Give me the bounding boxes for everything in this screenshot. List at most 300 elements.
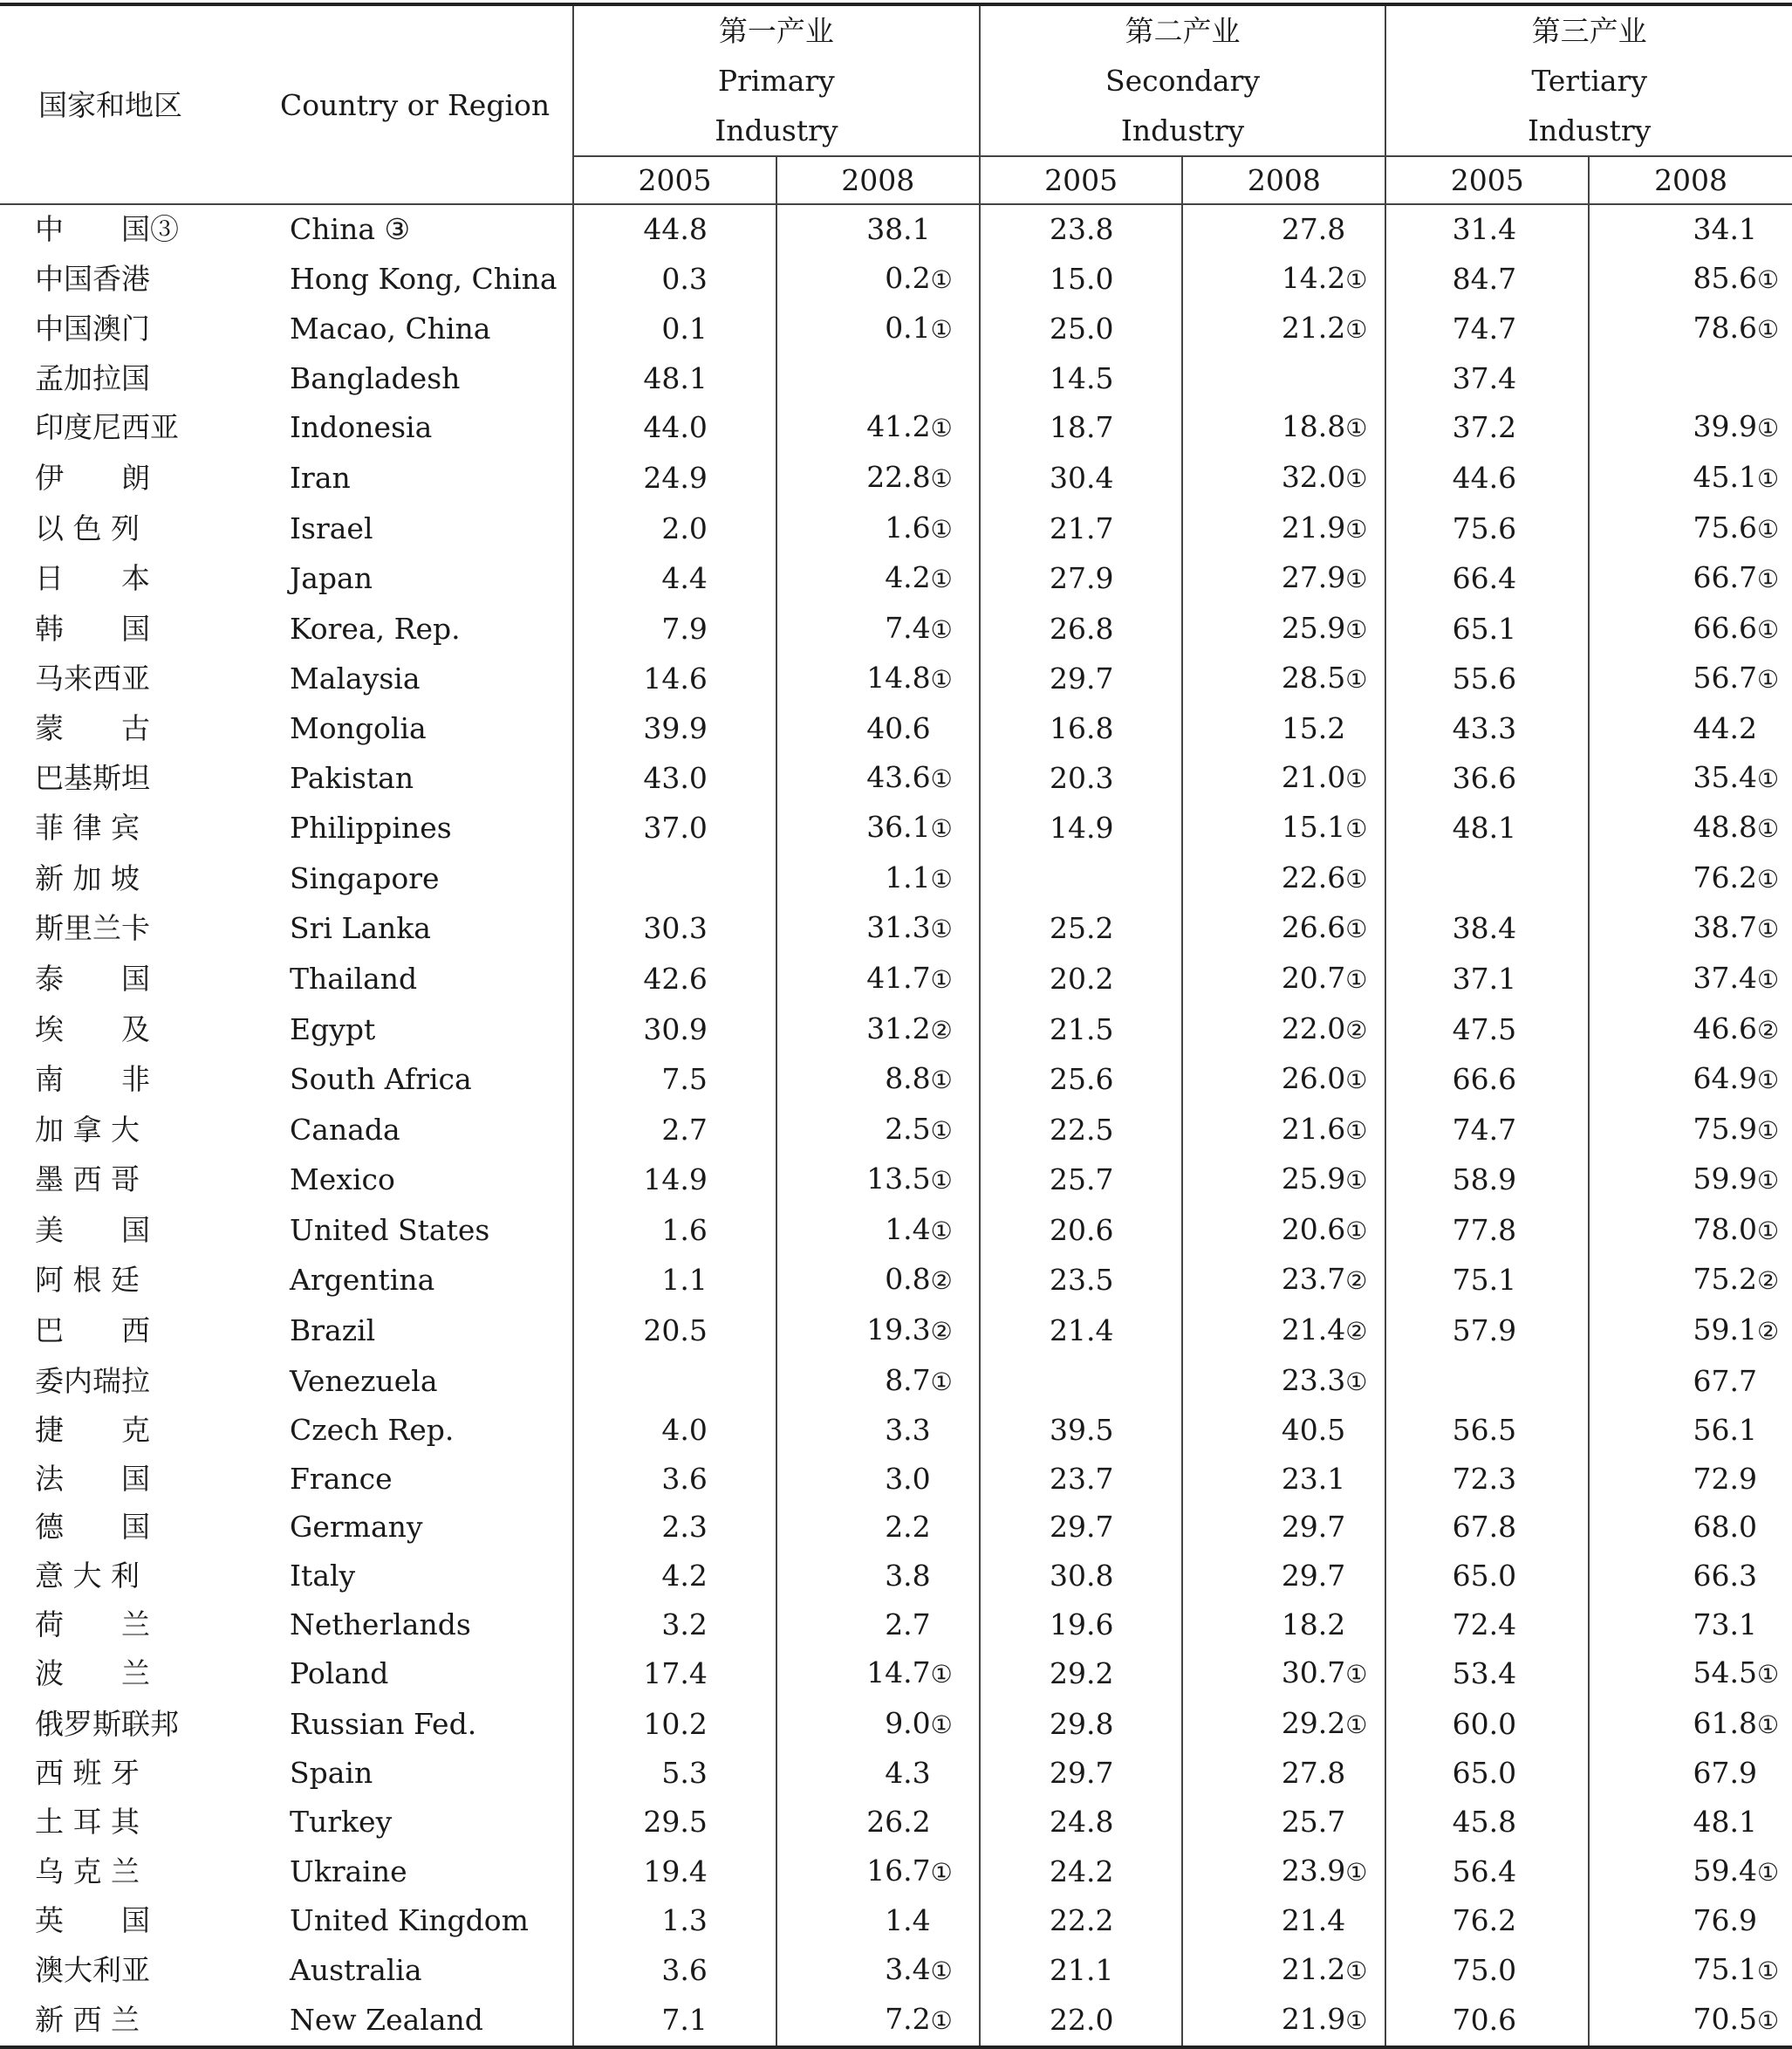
value-cell — [776, 903, 980, 954]
value-cell — [1182, 1305, 1385, 1356]
value-number: 23.7 — [1281, 1262, 1346, 1297]
table-row — [0, 1455, 1792, 1504]
footnote-marker: ① — [1757, 814, 1780, 844]
value-cell — [980, 954, 1183, 1004]
value-cell — [573, 604, 776, 654]
footnote-marker: ① — [930, 1956, 953, 1985]
country-name-en: Korea, Rep. — [290, 611, 461, 646]
value-cell — [1182, 1503, 1385, 1552]
table-row — [0, 304, 1792, 354]
country-name-cn: 美 国 — [35, 1212, 150, 1247]
value-number: 7.4 — [885, 610, 931, 645]
value-cell — [776, 504, 980, 554]
value-cell — [1182, 402, 1385, 453]
value-cell — [1589, 1455, 1792, 1504]
value-cell — [980, 354, 1183, 403]
value-number: 1.1 — [885, 860, 931, 894]
table-row — [0, 504, 1792, 554]
value-cell — [1182, 654, 1385, 704]
value-cell — [776, 1749, 980, 1798]
footnote-marker: ① — [1345, 264, 1368, 294]
value-cell — [776, 1503, 980, 1552]
value-cell — [573, 1552, 776, 1600]
value-number: 1.1 — [661, 1263, 708, 1298]
country-name-cn: 捷 克 — [35, 1413, 150, 1448]
value-number: 57.9 — [1452, 1313, 1517, 1348]
country-name-en: Bangladesh — [290, 360, 461, 395]
value-cell — [980, 1945, 1183, 1996]
value-number: 44.6 — [1452, 460, 1517, 495]
footnote-marker: ② — [930, 1317, 953, 1347]
value-number: 10.2 — [643, 1706, 708, 1741]
value-cell — [1182, 1600, 1385, 1649]
group-en-label-1: Secondary — [1105, 64, 1260, 98]
value-number: 60.0 — [1452, 1706, 1517, 1741]
group-en-label-1: Primary — [717, 64, 835, 98]
value-cell — [573, 1600, 776, 1649]
value-cell — [1182, 1356, 1385, 1407]
value-number: 20.2 — [1050, 961, 1114, 996]
value-cell — [980, 1503, 1183, 1552]
footnote-marker: ① — [1757, 1066, 1780, 1095]
table-row — [0, 1406, 1792, 1455]
value-cell — [1589, 1503, 1792, 1552]
value-cell — [1589, 1600, 1792, 1649]
value-number: 27.8 — [1281, 212, 1346, 246]
year-header: 2008 — [1589, 156, 1792, 204]
value-number: 22.0 — [1050, 2003, 1114, 2038]
value-number: 18.8 — [1281, 409, 1346, 444]
value-cell — [980, 204, 1183, 254]
value-cell — [776, 753, 980, 804]
value-number: 41.7 — [866, 960, 931, 995]
value-number: 37.2 — [1452, 410, 1517, 445]
group-en-label-2: Industry — [1528, 113, 1652, 147]
country-name-en: South Africa — [290, 1062, 472, 1097]
value-number: 43.3 — [1452, 710, 1517, 745]
value-number: 76.9 — [1693, 1903, 1757, 1938]
value-cell — [980, 1004, 1183, 1055]
value-number: 8.7 — [885, 1362, 931, 1397]
value-cell — [1589, 1552, 1792, 1600]
value-cell — [980, 1600, 1183, 1649]
value-number: 4.0 — [661, 1413, 708, 1448]
value-number: 21.2 — [1281, 1951, 1346, 1986]
country-name-cn: 菲 律 宾 — [35, 811, 140, 846]
footnote-marker: ① — [1757, 915, 1780, 944]
value-number: 30.8 — [1050, 1559, 1114, 1593]
footnote-marker: ① — [1757, 1710, 1780, 1739]
table-row — [0, 1798, 1792, 1847]
value-number: 30.4 — [1050, 460, 1114, 495]
country-name-cn: 阿 根 廷 — [35, 1263, 140, 1298]
value-number: 29.7 — [1050, 661, 1114, 696]
footnote-marker: ① — [1757, 764, 1780, 793]
group-en-label-2: Industry — [1120, 113, 1245, 147]
tertiary-industry-header — [1385, 4, 1792, 156]
value-cell — [573, 402, 776, 453]
value-cell — [1182, 553, 1385, 604]
footnote-marker: ① — [1345, 1367, 1368, 1396]
country-name-en: Italy — [290, 1559, 356, 1593]
footnote-marker: ① — [1757, 1857, 1780, 1887]
value-number: 40.6 — [866, 710, 931, 745]
value-number: 21.1 — [1050, 1952, 1114, 1987]
value-number: 26.0 — [1281, 1061, 1346, 1096]
value-number: 21.7 — [1050, 511, 1114, 545]
value-number: 16.7 — [866, 1853, 931, 1888]
country-name-en: Pakistan — [290, 760, 414, 795]
value-number: 38.4 — [1452, 911, 1517, 946]
table-row — [0, 954, 1792, 1004]
value-number: 55.6 — [1452, 661, 1517, 696]
value-cell — [1385, 1255, 1589, 1305]
value-cell — [1385, 1406, 1589, 1455]
value-number: 29.7 — [1281, 1559, 1346, 1593]
value-number: 67.8 — [1452, 1510, 1517, 1545]
value-cell — [1589, 204, 1792, 254]
value-number: 5.3 — [661, 1756, 708, 1791]
value-number: 67.9 — [1693, 1756, 1757, 1791]
table-row — [0, 1004, 1792, 1055]
value-number: 65.0 — [1452, 1756, 1517, 1791]
value-number: 43.6 — [866, 759, 931, 794]
footnote-marker: ① — [930, 1660, 953, 1689]
table-row — [0, 1155, 1792, 1205]
value-cell — [573, 1054, 776, 1105]
value-number: 22.6 — [1281, 860, 1346, 894]
value-number: 47.5 — [1452, 1011, 1517, 1046]
value-number: 15.1 — [1281, 810, 1346, 845]
value-number: 72.4 — [1452, 1607, 1517, 1641]
value-cell — [573, 254, 776, 305]
value-cell — [1385, 1847, 1589, 1897]
footnote-marker: ① — [930, 1216, 953, 1245]
value-cell — [1589, 354, 1792, 403]
value-number: 75.2 — [1693, 1262, 1757, 1297]
value-cell — [776, 1945, 980, 1996]
value-number: 66.6 — [1693, 610, 1757, 645]
value-number: 20.6 — [1050, 1212, 1114, 1247]
footnote-marker: ① — [930, 915, 953, 944]
country-name-en: United States — [290, 1212, 490, 1247]
value-cell — [776, 704, 980, 753]
value-cell — [980, 604, 1183, 654]
value-cell — [776, 553, 980, 604]
country-name-cn: 中 国③ — [35, 212, 179, 246]
value-number: 15.2 — [1281, 710, 1346, 745]
footnote-marker: ① — [930, 414, 953, 443]
value-number: 66.4 — [1452, 561, 1517, 596]
country-name-cn: 墨 西 哥 — [35, 1162, 140, 1197]
table-row — [0, 354, 1792, 403]
value-cell — [1385, 1155, 1589, 1205]
footnote-marker: ① — [1345, 864, 1368, 894]
value-number: 18.7 — [1050, 410, 1114, 445]
value-number: 21.5 — [1050, 1011, 1114, 1046]
value-number: 29.7 — [1281, 1510, 1346, 1545]
value-number: 31.3 — [866, 910, 931, 945]
country-name-cn: 意 大 利 — [35, 1559, 140, 1593]
value-number: 0.1 — [885, 311, 931, 346]
value-cell — [1385, 1004, 1589, 1055]
footnote-marker: ② — [930, 1266, 953, 1296]
value-cell — [1385, 1503, 1589, 1552]
country-name-cn: 泰 国 — [35, 961, 150, 996]
value-cell — [1589, 654, 1792, 704]
value-number: 21.4 — [1050, 1313, 1114, 1348]
value-cell — [1385, 504, 1589, 554]
value-cell — [1589, 1356, 1792, 1407]
value-number: 2.3 — [661, 1510, 708, 1545]
country-name-cn: 波 兰 — [35, 1656, 150, 1691]
value-number: 61.8 — [1693, 1705, 1757, 1740]
table-row — [0, 1054, 1792, 1105]
value-number: 74.7 — [1452, 312, 1517, 346]
value-cell — [573, 1205, 776, 1256]
value-number: 70.5 — [1693, 2002, 1757, 2037]
value-cell — [573, 504, 776, 554]
value-cell — [1385, 654, 1589, 704]
footnote-marker: ② — [1345, 1266, 1368, 1296]
value-cell — [980, 1847, 1183, 1897]
value-number: 2.5 — [885, 1111, 931, 1146]
footnote-marker: ① — [930, 614, 953, 644]
value-number: 7.2 — [885, 2002, 931, 2037]
footnote-marker: ① — [930, 1166, 953, 1196]
footnote-marker: ① — [1757, 1660, 1780, 1689]
footnote-marker: ① — [1757, 414, 1780, 443]
value-number: 78.0 — [1693, 1211, 1757, 1246]
value-number: 3.0 — [885, 1461, 931, 1496]
value-cell — [980, 1896, 1183, 1945]
value-cell — [1385, 1356, 1589, 1407]
value-cell — [573, 1004, 776, 1055]
value-cell — [1182, 1406, 1385, 1455]
value-number: 16.8 — [1050, 710, 1114, 745]
value-cell — [776, 402, 980, 453]
value-number: 75.9 — [1693, 1111, 1757, 1146]
value-cell — [1385, 753, 1589, 804]
value-number: 0.2 — [885, 260, 931, 295]
footnote-marker: ② — [1757, 1266, 1780, 1296]
value-number: 22.0 — [1281, 1011, 1346, 1045]
value-cell — [1182, 1847, 1385, 1897]
value-number: 29.7 — [1050, 1510, 1114, 1545]
value-number: 72.3 — [1452, 1461, 1517, 1496]
value-cell — [980, 1356, 1183, 1407]
value-number: 66.6 — [1452, 1062, 1517, 1097]
value-cell — [573, 1155, 776, 1205]
value-cell — [573, 853, 776, 904]
value-number: 14.5 — [1050, 360, 1114, 395]
value-cell — [980, 1455, 1183, 1504]
value-cell — [980, 1995, 1183, 2047]
table-row — [0, 1105, 1792, 1155]
value-cell — [1589, 1749, 1792, 1798]
country-cn-header: 国家和地区 — [0, 4, 231, 204]
value-number: 45.8 — [1452, 1805, 1517, 1839]
value-number: 31.2 — [866, 1011, 931, 1045]
value-cell — [573, 1406, 776, 1455]
country-name-cn: 伊 朗 — [35, 460, 150, 495]
value-cell — [980, 1054, 1183, 1105]
value-number: 14.8 — [866, 661, 931, 696]
group-cn-label: 第二产业 — [1125, 14, 1241, 48]
value-number: 22.2 — [1050, 1903, 1114, 1938]
country-name-en: Malaysia — [290, 661, 421, 696]
value-number: 14.9 — [1050, 811, 1114, 846]
table-row — [0, 654, 1792, 704]
value-number: 19.4 — [643, 1854, 708, 1888]
value-number: 1.6 — [885, 510, 931, 545]
value-number: 68.0 — [1693, 1510, 1757, 1545]
year-header: 2005 — [980, 156, 1183, 204]
value-number: 76.2 — [1452, 1903, 1517, 1938]
value-cell — [1182, 1798, 1385, 1847]
value-number: 54.5 — [1693, 1655, 1757, 1690]
country-name-cn: 韩 国 — [35, 611, 150, 646]
value-number: 37.1 — [1452, 961, 1517, 996]
country-name-en: Indonesia — [290, 410, 433, 445]
secondary-industry-header — [980, 4, 1386, 156]
country-name-en: China ③ — [290, 212, 411, 246]
value-number: 74.7 — [1452, 1112, 1517, 1147]
country-name-cn: 中国澳门 — [35, 312, 150, 346]
value-cell — [1589, 604, 1792, 654]
value-number: 3.6 — [661, 1461, 708, 1496]
country-name-en: Philippines — [290, 811, 452, 846]
value-number: 21.2 — [1281, 311, 1346, 346]
footnote-marker: ① — [930, 264, 953, 294]
value-number: 23.1 — [1281, 1461, 1346, 1496]
value-number: 23.3 — [1281, 1362, 1346, 1397]
group-cn-label: 第一产业 — [718, 14, 834, 48]
value-cell — [573, 1995, 776, 2047]
value-cell — [1589, 1305, 1792, 1356]
year-header: 2008 — [1182, 156, 1385, 204]
country-name-en: Australia — [290, 1952, 422, 1987]
value-cell — [980, 803, 1183, 853]
value-cell — [573, 1945, 776, 1996]
value-cell — [980, 704, 1183, 753]
country-name-cn: 新 西 兰 — [35, 2003, 140, 2038]
value-cell — [1385, 1455, 1589, 1504]
value-cell — [1589, 304, 1792, 354]
footnote-marker: ① — [930, 514, 953, 544]
table-row — [0, 1749, 1792, 1798]
value-cell — [776, 304, 980, 354]
table-row — [0, 903, 1792, 954]
value-number: 20.6 — [1281, 1211, 1346, 1246]
table-row — [0, 1945, 1792, 1996]
value-cell — [1385, 1305, 1589, 1356]
footnote-marker: ① — [1757, 315, 1780, 345]
value-number: 39.9 — [643, 710, 708, 745]
group-cn-label: 第三产业 — [1531, 14, 1647, 48]
table-row — [0, 204, 1792, 254]
country-name-en: Hong Kong, China — [290, 261, 557, 296]
value-number: 19.3 — [866, 1312, 931, 1347]
value-number: 27.9 — [1281, 560, 1346, 595]
table-row — [0, 1305, 1792, 1356]
value-cell — [1182, 1155, 1385, 1205]
country-name-en: Sri Lanka — [290, 911, 431, 946]
value-number: 20.5 — [643, 1313, 708, 1348]
value-cell — [1589, 1406, 1792, 1455]
value-number: 25.7 — [1050, 1162, 1114, 1197]
value-number: 44.2 — [1693, 710, 1757, 745]
value-number: 23.9 — [1281, 1853, 1346, 1888]
value-number: 3.6 — [661, 1952, 708, 1987]
value-number: 23.8 — [1050, 212, 1114, 246]
country-name-en: Netherlands — [290, 1607, 471, 1641]
value-number: 30.9 — [643, 1011, 708, 1046]
value-number: 30.7 — [1281, 1655, 1346, 1690]
footnote-marker: ① — [1345, 514, 1368, 544]
value-cell — [573, 1648, 776, 1699]
value-number: 3.3 — [885, 1413, 931, 1448]
value-cell — [776, 1699, 980, 1750]
value-number: 1.6 — [661, 1212, 708, 1247]
value-number: 29.8 — [1050, 1706, 1114, 1741]
value-cell — [776, 853, 980, 904]
value-cell — [1385, 1552, 1589, 1600]
value-number: 8.8 — [885, 1061, 931, 1096]
value-cell — [1182, 504, 1385, 554]
value-cell — [1182, 1749, 1385, 1798]
group-en-label-1: Tertiary — [1531, 64, 1647, 98]
country-name-en: Singapore — [290, 860, 440, 895]
country-name-cn: 澳大利亚 — [35, 1952, 150, 1987]
value-number: 28.5 — [1281, 661, 1346, 696]
value-number: 21.4 — [1281, 1312, 1346, 1347]
table-row — [0, 1896, 1792, 1945]
value-number: 21.0 — [1281, 759, 1346, 794]
country-name-en: United Kingdom — [290, 1903, 529, 1938]
value-number: 29.2 — [1281, 1705, 1346, 1740]
footnote-marker: ① — [930, 814, 953, 844]
table-row — [0, 254, 1792, 305]
value-cell — [1385, 1699, 1589, 1750]
value-number: 14.9 — [643, 1162, 708, 1197]
value-cell — [776, 254, 980, 305]
value-cell — [776, 1105, 980, 1155]
value-cell — [1182, 1648, 1385, 1699]
value-cell — [776, 1600, 980, 1649]
footnote-marker: ① — [930, 1367, 953, 1396]
value-number: 45.1 — [1693, 459, 1757, 494]
footnote-marker: ① — [930, 1710, 953, 1739]
value-cell — [573, 704, 776, 753]
value-cell — [776, 1406, 980, 1455]
value-number: 76.2 — [1693, 860, 1757, 894]
value-cell — [1182, 704, 1385, 753]
value-number: 22.5 — [1050, 1112, 1114, 1147]
footnote-marker: ① — [1757, 964, 1780, 994]
country-name-en: Macao, China — [290, 312, 491, 346]
value-cell — [573, 1699, 776, 1750]
footnote-marker: ① — [1757, 514, 1780, 544]
value-cell — [980, 1749, 1183, 1798]
value-cell — [1385, 1995, 1589, 2047]
value-cell — [573, 1896, 776, 1945]
country-name-cn: 埃 及 — [35, 1011, 150, 1046]
value-number: 4.2 — [885, 560, 931, 595]
value-number: 29.7 — [1050, 1756, 1114, 1791]
value-cell — [573, 553, 776, 604]
value-cell — [1182, 1004, 1385, 1055]
